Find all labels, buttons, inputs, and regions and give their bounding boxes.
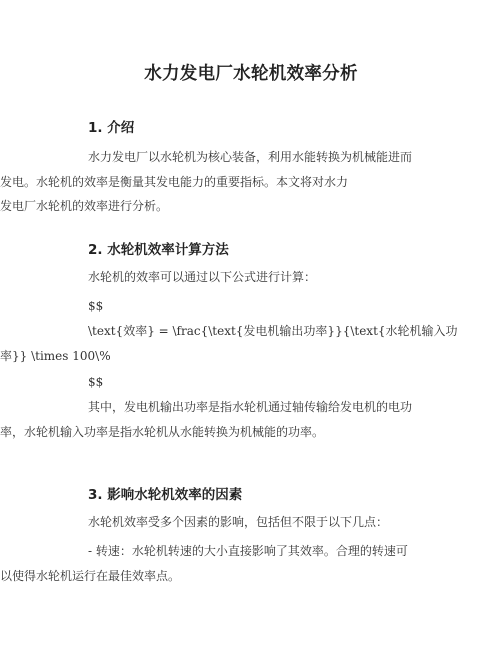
explain-line-2: 率，水轮机输入功率是指水轮机从水能转换为机械能的功率。 (0, 424, 325, 439)
formula-line-1: \text{效率} = \frac{\text{发电机输出功率}}{\text{水轮机输入功 (88, 324, 458, 338)
section-1-line-3: 发电厂水轮机的效率进行分析。 (0, 199, 169, 213)
section-2-intro: 水轮机的效率可以通过以下公式进行计算： (88, 270, 317, 284)
section-1-heading: 1. 介绍 (88, 120, 135, 136)
formula-line-2: 率}} \times 100\% (0, 348, 111, 363)
section-2-formula (0, 319, 458, 368)
section-1-paragraph (0, 145, 448, 219)
bullet-line-1: - 转速：水轮机转速的大小直接影响了其效率。合理的转速可 (88, 544, 408, 558)
math-open-delimiter: $$ (88, 299, 104, 313)
explain-line-1: 其中，发电机输出功率是指水轮机通过轴传输给发电机的电功 (88, 400, 413, 414)
section-1-line-2: 发电。水轮机的效率是衡量其发电能力的重要指标。本文将对水力 (0, 174, 349, 189)
section-3-intro: 水轮机效率受多个因素的影响，包括但不限于以下几点： (88, 515, 389, 529)
section-2-explanation (0, 395, 448, 444)
document-title: 水力发电厂水轮机效率分析 (144, 64, 358, 84)
section-2-heading: 2. 水轮机效率计算方法 (88, 242, 229, 258)
math-close-delimiter: $$ (88, 375, 104, 389)
section-3-heading: 3. 影响水轮机效率的因素 (88, 487, 243, 503)
section-1-line-1: 水力发电厂以水轮机为核心装备，利用水能转换为机械能进而 (88, 150, 413, 164)
section-3-bullets (0, 539, 448, 588)
bullet-line-2: 以使得水轮机运行在最佳效率点。 (0, 568, 181, 583)
